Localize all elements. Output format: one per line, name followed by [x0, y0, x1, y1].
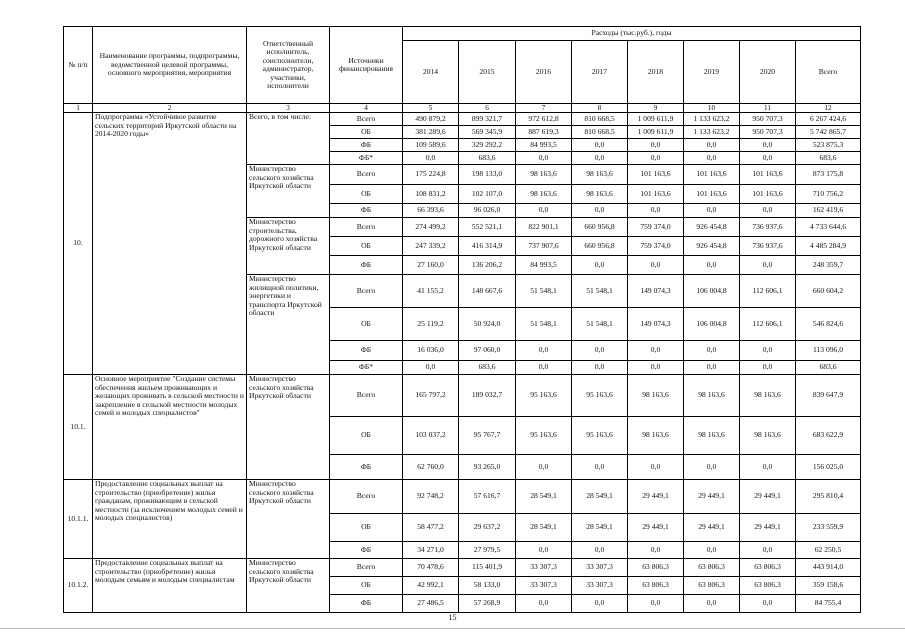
year-value: 822 901,1 — [516, 218, 572, 237]
year-value: 42 992,1 — [403, 577, 459, 595]
year-value: 98 163,6 — [740, 375, 796, 417]
year-value: 63 806,3 — [628, 559, 684, 577]
year-value: 28 549,1 — [516, 480, 572, 514]
funding-source: ФБ — [330, 455, 403, 480]
year-value: 759 374,0 — [628, 218, 684, 237]
year-value: 0,0 — [572, 455, 628, 480]
table-row — [64, 480, 861, 514]
year-value: 0,0 — [403, 152, 459, 165]
total-value: 233 559,9 — [796, 514, 861, 542]
total-value: 660 604,2 — [796, 275, 861, 308]
year-value: 27 979,5 — [459, 542, 516, 559]
year-value: 175 224,8 — [403, 165, 459, 185]
year-value: 1 133 623,2 — [684, 126, 740, 139]
funding-source: Всего — [330, 218, 403, 237]
year-value: 29 449,1 — [628, 480, 684, 514]
financing-table — [63, 26, 861, 613]
year-value: 97 060,0 — [459, 341, 516, 361]
column-number: 1 — [64, 104, 93, 113]
funding-source: ФБ — [330, 256, 403, 275]
year-value: 63 806,3 — [740, 559, 796, 577]
year-value: 34 271,0 — [403, 542, 459, 559]
year-value: 0,0 — [740, 204, 796, 218]
funding-source: ОБ — [330, 308, 403, 341]
year-value: 95 163,6 — [572, 375, 628, 417]
year-value: 51 548,1 — [572, 275, 628, 308]
year-value: 0,0 — [684, 595, 740, 613]
year-value: 148 667,6 — [459, 275, 516, 308]
funding-source: Всего — [330, 113, 403, 126]
year-value: 887 619,3 — [516, 126, 572, 139]
year-value: 552 521,1 — [459, 218, 516, 237]
year-value: 189 032,7 — [459, 375, 516, 417]
year-value: 660 956,8 — [572, 237, 628, 256]
year-value: 0,0 — [572, 139, 628, 152]
year-value: 27 160,0 — [403, 256, 459, 275]
year-value: 0,0 — [572, 341, 628, 361]
year-value: 660 956,8 — [572, 218, 628, 237]
year-value: 0,0 — [628, 542, 684, 559]
year-value: 759 374,0 — [628, 237, 684, 256]
total-value: 443 914,0 — [796, 559, 861, 577]
total-value: 546 824,6 — [796, 308, 861, 341]
year-value: 0,0 — [516, 361, 572, 375]
column-numbers-row — [64, 104, 861, 113]
program-name: Предоставление социальных выплат на строительство (приобретение) жилья гражданам, проживающим в сельской местности (за исключением молодых семей и молодых специалистов) — [93, 480, 247, 559]
total-value: 4 485 284,9 — [796, 237, 861, 256]
year-value: 115 401,9 — [459, 559, 516, 577]
year-value: 274 499,2 — [403, 218, 459, 237]
column-number: 11 — [740, 104, 796, 113]
year-value: 29 449,1 — [740, 514, 796, 542]
year-value: 1 009 611,9 — [628, 126, 684, 139]
total-value: 62 250,5 — [796, 542, 861, 559]
funding-source: ОБ — [330, 417, 403, 455]
year-value: 381 289,6 — [403, 126, 459, 139]
table-body — [64, 104, 861, 613]
year-value: 98 163,6 — [572, 185, 628, 204]
row-number: 10.1.2. — [64, 559, 93, 613]
year-value: 0,0 — [684, 204, 740, 218]
funding-source: ФБ* — [330, 361, 403, 375]
year-value: 683,6 — [459, 152, 516, 165]
total-value: 359 158,6 — [796, 577, 861, 595]
year-value: 1 133 623,2 — [684, 113, 740, 126]
header-total: Всего — [796, 41, 861, 104]
year-value: 0,0 — [628, 152, 684, 165]
total-value: 295 810,4 — [796, 480, 861, 514]
year-value: 95 163,6 — [516, 417, 572, 455]
year-value: 63 806,3 — [740, 577, 796, 595]
year-value: 50 924,0 — [459, 308, 516, 341]
total-value: 683 622,9 — [796, 417, 861, 455]
year-value: 112 606,1 — [740, 275, 796, 308]
column-number: 8 — [572, 104, 628, 113]
page-bottom-rule — [0, 628, 905, 629]
header-year: 2019 — [684, 41, 740, 104]
year-value: 98 163,6 — [684, 375, 740, 417]
total-value: 84 755,4 — [796, 595, 861, 613]
total-value: 248 359,7 — [796, 256, 861, 275]
header-number: № п/п — [64, 27, 93, 104]
year-value: 106 004,8 — [684, 275, 740, 308]
year-value: 0,0 — [628, 455, 684, 480]
year-value: 0,0 — [684, 139, 740, 152]
year-value: 736 937,6 — [740, 218, 796, 237]
year-value: 101 163,6 — [628, 185, 684, 204]
funding-source: Всего — [330, 275, 403, 308]
year-value: 51 548,1 — [516, 275, 572, 308]
year-value: 0,0 — [572, 542, 628, 559]
year-value: 0,0 — [516, 595, 572, 613]
header-source: Источники финансирования — [330, 27, 403, 104]
year-value: 247 339,2 — [403, 237, 459, 256]
program-name: Основное мероприятие "Создание системы обеспечения жильем проживающих и желающих проживать в сельской местности и закрепление в сельской местности молодых семей и молодых специалистов" — [93, 375, 247, 480]
year-value: 98 163,6 — [684, 417, 740, 455]
total-value: 5 742 865,7 — [796, 126, 861, 139]
funding-source: ОБ — [330, 185, 403, 204]
funding-source: Всего — [330, 375, 403, 417]
funding-source: Всего — [330, 480, 403, 514]
year-value: 106 004,8 — [684, 308, 740, 341]
year-value: 29 449,1 — [740, 480, 796, 514]
year-value: 0,0 — [628, 341, 684, 361]
year-value: 101 163,6 — [684, 185, 740, 204]
year-value: 58 133,0 — [459, 577, 516, 595]
year-value: 28 549,1 — [516, 514, 572, 542]
executor: Министерство сельского хозяйства Иркутской области — [247, 375, 330, 480]
year-value: 926 454,8 — [684, 237, 740, 256]
year-value: 737 907,6 — [516, 237, 572, 256]
year-value: 28 549,1 — [572, 514, 628, 542]
year-value: 84 993,5 — [516, 139, 572, 152]
total-value: 523 875,3 — [796, 139, 861, 152]
total-value: 156 025,0 — [796, 455, 861, 480]
year-value: 0,0 — [684, 152, 740, 165]
column-number: 2 — [93, 104, 247, 113]
year-value: 950 707,3 — [740, 113, 796, 126]
year-value: 416 314,9 — [459, 237, 516, 256]
funding-source: ФБ* — [330, 152, 403, 165]
total-value: 4 733 644,6 — [796, 218, 861, 237]
total-value: 873 175,8 — [796, 165, 861, 185]
year-value: 102 107,0 — [459, 185, 516, 204]
total-value: 683,6 — [796, 361, 861, 375]
funding-source: ОБ — [330, 126, 403, 139]
executor: Всего, в том числе: — [247, 113, 330, 165]
year-value: 329 292,2 — [459, 139, 516, 152]
year-value: 57 268,9 — [459, 595, 516, 613]
year-value: 0,0 — [516, 455, 572, 480]
year-value: 63 806,3 — [684, 577, 740, 595]
year-value: 98 163,6 — [628, 417, 684, 455]
year-value: 0,0 — [740, 152, 796, 165]
year-value: 0,0 — [684, 256, 740, 275]
column-number: 4 — [330, 104, 403, 113]
year-value: 0,0 — [740, 361, 796, 375]
column-number: 3 — [247, 104, 330, 113]
header-year: 2018 — [628, 41, 684, 104]
header-name: Наименование программы, подпрограммы, ведомственной целевой программы, основного мероприятия, мероприятия — [93, 27, 247, 104]
table-row — [64, 113, 861, 126]
year-value: 136 206,2 — [459, 256, 516, 275]
header-executor: Ответственный исполнитель, соисполнители, администратор, участники, исполнители — [247, 27, 330, 104]
year-value: 108 831,2 — [403, 185, 459, 204]
year-value: 95 163,6 — [516, 375, 572, 417]
year-value: 33 307,3 — [516, 577, 572, 595]
year-value: 101 163,6 — [740, 165, 796, 185]
funding-source: ОБ — [330, 577, 403, 595]
year-value: 0,0 — [740, 595, 796, 613]
year-value: 149 074,3 — [628, 308, 684, 341]
year-value: 926 454,8 — [684, 218, 740, 237]
header-year: 2015 — [459, 41, 516, 104]
header-year: 2017 — [572, 41, 628, 104]
funding-source: ОБ — [330, 237, 403, 256]
header-year: 2020 — [740, 41, 796, 104]
year-value: 101 163,6 — [628, 165, 684, 185]
year-value: 84 993,5 — [516, 256, 572, 275]
year-value: 112 606,1 — [740, 308, 796, 341]
funding-source: ФБ — [330, 595, 403, 613]
year-value: 0,0 — [572, 361, 628, 375]
column-number: 10 — [684, 104, 740, 113]
year-value: 41 155,2 — [403, 275, 459, 308]
executor: Министерство сельского хозяйства Иркутской области — [247, 559, 330, 613]
year-value: 165 797,2 — [403, 375, 459, 417]
year-value: 63 806,3 — [684, 559, 740, 577]
year-value: 810 668,5 — [572, 113, 628, 126]
year-value: 0,0 — [516, 152, 572, 165]
executor: Министерство сельского хозяйства Иркутской области — [247, 165, 330, 218]
year-value: 28 549,1 — [572, 480, 628, 514]
year-value: 950 707,3 — [740, 126, 796, 139]
year-value: 63 806,3 — [628, 577, 684, 595]
total-value: 162 419,6 — [796, 204, 861, 218]
year-value: 27 486,5 — [403, 595, 459, 613]
year-value: 58 477,2 — [403, 514, 459, 542]
year-value: 0,0 — [516, 204, 572, 218]
table-row — [64, 375, 861, 417]
year-value: 149 074,3 — [628, 275, 684, 308]
total-value: 710 756,2 — [796, 185, 861, 204]
executor: Министерство сельского хозяйства Иркутской области — [247, 480, 330, 559]
year-value: 0,0 — [684, 361, 740, 375]
year-value: 95 163,6 — [572, 417, 628, 455]
year-value: 98 163,6 — [516, 165, 572, 185]
year-value: 0,0 — [684, 341, 740, 361]
year-value: 16 036,0 — [403, 341, 459, 361]
year-value: 33 307,3 — [572, 559, 628, 577]
year-value: 0,0 — [628, 256, 684, 275]
year-value: 95 767,7 — [459, 417, 516, 455]
year-value: 103 037,2 — [403, 417, 459, 455]
program-name: Предоставление социальных выплат на строительство (приобретение) жилья молодым семьям и молодым специалистам — [93, 559, 247, 613]
year-value: 70 478,6 — [403, 559, 459, 577]
header-expenses: Расходы (тыс.руб.), годы — [403, 27, 861, 41]
funding-source: ФБ — [330, 204, 403, 218]
funding-source: Всего — [330, 165, 403, 185]
total-value: 6 267 424,6 — [796, 113, 861, 126]
year-value: 0,0 — [628, 361, 684, 375]
year-value: 29 449,1 — [684, 514, 740, 542]
year-value: 51 548,1 — [572, 308, 628, 341]
year-value: 0,0 — [572, 595, 628, 613]
year-value: 98 163,6 — [740, 417, 796, 455]
year-value: 51 548,1 — [516, 308, 572, 341]
funding-source: ФБ — [330, 542, 403, 559]
year-value: 29 449,1 — [628, 514, 684, 542]
year-value: 0,0 — [572, 152, 628, 165]
year-value: 33 307,3 — [516, 559, 572, 577]
year-value: 0,0 — [572, 256, 628, 275]
program-name: Подпрограмма «Устойчивое развитие сельских территорий Иркутской области на 2014-2020 годы» — [93, 113, 247, 375]
year-value: 33 307,3 — [572, 577, 628, 595]
year-value: 66 393,6 — [403, 204, 459, 218]
executor: Министерство жилищной политики, энергетики и транспорта Иркутской области — [247, 275, 330, 375]
year-value: 0,0 — [684, 542, 740, 559]
row-number: 10.1.1. — [64, 480, 93, 559]
year-value: 109 589,6 — [403, 139, 459, 152]
header-year: 2014 — [403, 41, 459, 104]
year-value: 98 163,6 — [628, 375, 684, 417]
total-value: 839 647,9 — [796, 375, 861, 417]
year-value: 92 748,2 — [403, 480, 459, 514]
year-value: 736 937,6 — [740, 237, 796, 256]
year-value: 198 133,0 — [459, 165, 516, 185]
year-value: 0,0 — [628, 204, 684, 218]
table-row — [64, 559, 861, 577]
year-value: 93 265,0 — [459, 455, 516, 480]
column-number: 6 — [459, 104, 516, 113]
year-value: 101 163,6 — [684, 165, 740, 185]
row-number: 10. — [64, 113, 93, 375]
year-value: 0,0 — [516, 341, 572, 361]
year-value: 98 163,6 — [572, 165, 628, 185]
total-value: 683,6 — [796, 152, 861, 165]
year-value: 62 760,0 — [403, 455, 459, 480]
year-value: 683,6 — [459, 361, 516, 375]
column-number: 5 — [403, 104, 459, 113]
year-value: 0,0 — [684, 455, 740, 480]
column-number: 7 — [516, 104, 572, 113]
year-value: 98 163,6 — [516, 185, 572, 204]
year-value: 0,0 — [740, 139, 796, 152]
funding-source: ФБ — [330, 139, 403, 152]
column-number: 9 — [628, 104, 684, 113]
year-value: 96 026,0 — [459, 204, 516, 218]
row-number: 10.1. — [64, 375, 93, 480]
funding-source: ОБ — [330, 514, 403, 542]
year-value: 0,0 — [403, 361, 459, 375]
year-value: 0,0 — [516, 542, 572, 559]
year-value: 29 637,2 — [459, 514, 516, 542]
year-value: 29 449,1 — [684, 480, 740, 514]
year-value: 0,0 — [628, 139, 684, 152]
column-number: 12 — [796, 104, 861, 113]
year-value: 972 612,8 — [516, 113, 572, 126]
year-value: 101 163,6 — [740, 185, 796, 204]
year-value: 0,0 — [572, 204, 628, 218]
year-value: 0,0 — [740, 256, 796, 275]
total-value: 113 096,0 — [796, 341, 861, 361]
year-value: 1 009 611,9 — [628, 113, 684, 126]
year-value: 0,0 — [740, 542, 796, 559]
year-value: 0,0 — [740, 341, 796, 361]
year-value: 810 668,5 — [572, 126, 628, 139]
year-value: 899 321,7 — [459, 113, 516, 126]
year-value: 0,0 — [628, 595, 684, 613]
year-value: 0,0 — [740, 455, 796, 480]
year-value: 25 119,2 — [403, 308, 459, 341]
page-number: 15 — [448, 613, 457, 622]
funding-source: Всего — [330, 559, 403, 577]
funding-source: ФБ — [330, 341, 403, 361]
header-year: 2016 — [516, 41, 572, 104]
executor: Министерство строительства, дорожного хозяйства Иркутской области — [247, 218, 330, 275]
year-value: 569 345,9 — [459, 126, 516, 139]
year-value: 490 879,2 — [403, 113, 459, 126]
year-value: 57 616,7 — [459, 480, 516, 514]
